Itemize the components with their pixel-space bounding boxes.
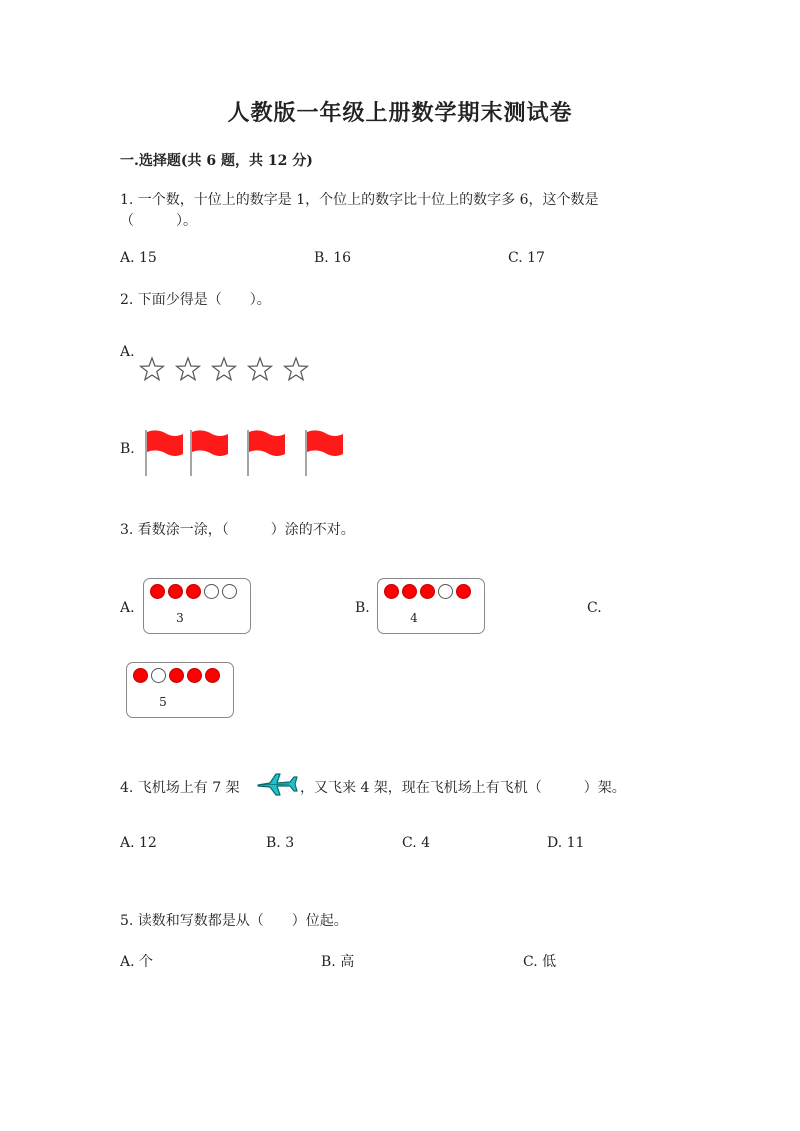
question-2-text: 2. 下面少得是（ ）。 [120,292,271,308]
bead-box-b [377,578,485,634]
question-1-option-a[interactable]: A. 15 [120,250,157,266]
question-4-option-a[interactable]: A. 12 [120,835,157,851]
question-5-option-c[interactable]: C. 低 [523,954,557,970]
bead-box-number: 4 [410,611,418,625]
star-icon [285,358,308,380]
question-5-text: 5. 读数和写数都是从（ ）位起。 [120,913,348,929]
flag-icon [191,430,228,476]
star-icon [213,358,236,380]
flag-icon [248,430,285,476]
bead-red [169,668,184,683]
bead-red [384,584,399,599]
star-icon [249,358,272,380]
question-2-option-b[interactable]: B. [120,441,135,457]
bead-red [402,584,417,599]
question-3-option-c[interactable]: C. [587,600,602,616]
star-icon [177,358,200,380]
bead-red [187,668,202,683]
bead-box-number: 3 [176,611,184,625]
bead-red [168,584,183,599]
bead-box-a [143,578,251,634]
question-4-option-d[interactable]: D. 11 [547,835,585,851]
bead-white [204,584,219,599]
bead-box-number: 5 [159,695,167,709]
page-title: 人教版一年级上册数学期末测试卷 [227,100,573,126]
question-3-option-b[interactable]: B. [355,600,370,616]
airplane-icon [256,768,298,800]
bead-red [150,584,165,599]
flag-icon [146,430,183,476]
question-4-text-before: 4. 飞机场上有 7 架 [120,780,240,796]
bead-red [186,584,201,599]
bead-white [151,668,166,683]
star-icon [141,358,164,380]
question-3-option-a[interactable]: A. [120,600,135,616]
question-5-option-b[interactable]: B. 高 [321,954,355,970]
question-4-option-b[interactable]: B. 3 [266,835,295,851]
question-4-option-c[interactable]: C. 4 [402,835,431,851]
bead-box-c [126,662,234,718]
question-1-line-2: （ ）。 [120,213,197,229]
bead-white [438,584,453,599]
question-1-option-c[interactable]: C. 17 [508,250,545,266]
star-icons-group [138,355,318,385]
question-4-text-after: ，又飞来 4 架，现在飞机场上有飞机（ ）架。 [300,780,626,796]
section-heading: 一.选择题(共 6 题，共 12 分) [120,153,313,169]
bead-white [222,584,237,599]
bead-red [456,584,471,599]
question-3-text: 3. 看数涂一涂，（ ）涂的不对。 [120,522,355,538]
question-1-line-1: 1. 一个数，十位上的数字是 1，个位上的数字比十位上的数字多 6，这个数是 [120,192,599,208]
question-1-option-b[interactable]: B. 16 [314,250,352,266]
bead-red [420,584,435,599]
flag-icons-group [143,428,348,478]
question-5-option-a[interactable]: A. 个 [120,954,154,970]
flag-icon [306,430,343,476]
bead-red [205,668,220,683]
bead-red [133,668,148,683]
question-2-option-a[interactable]: A. [120,344,135,360]
